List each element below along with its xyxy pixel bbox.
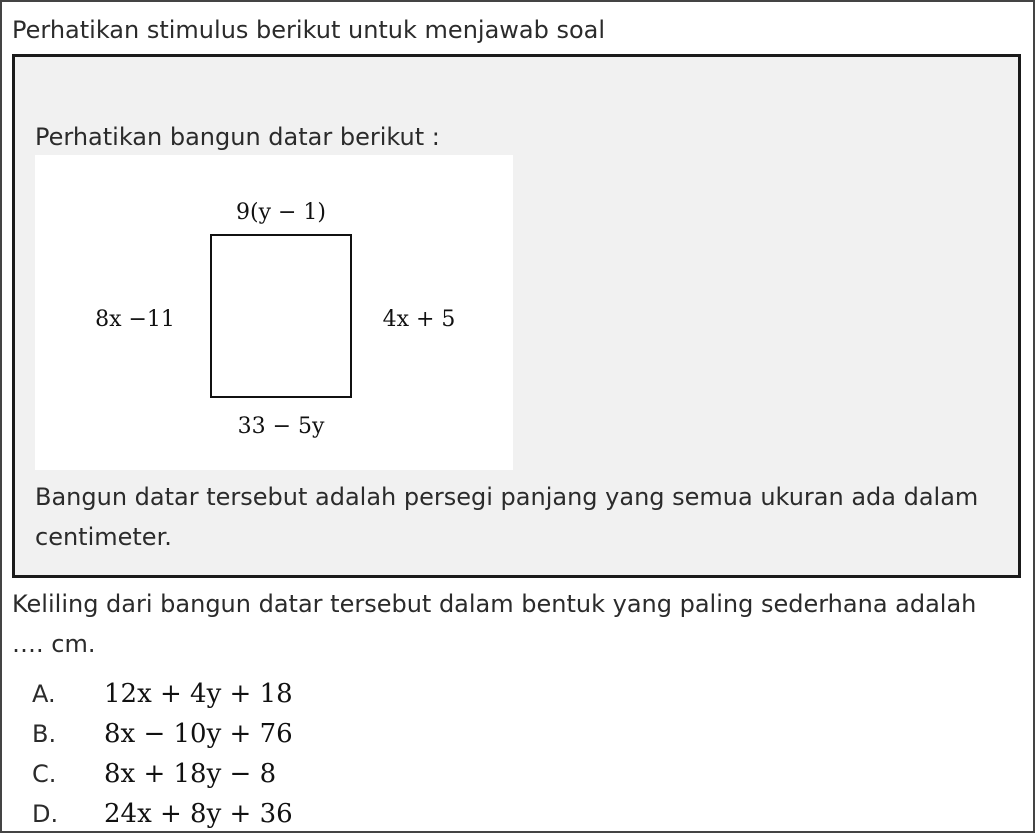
option-b[interactable] (32, 714, 293, 754)
figure-panel (35, 155, 513, 470)
option-expression: 24x + 8y + 36 (104, 799, 293, 829)
left-side-label: 8x −11 (95, 307, 175, 332)
stimulus-box (12, 54, 1021, 578)
option-letter: D. (32, 800, 59, 828)
bottom-side-label: 33 − 5y (237, 414, 325, 439)
right-side-label: 4x + 5 (382, 307, 456, 332)
option-expression: 8x + 18y − 8 (104, 759, 277, 789)
option-expression: 12x + 4y + 18 (104, 679, 293, 709)
rectangle-figure (35, 155, 513, 470)
option-letter: A. (32, 680, 56, 708)
option-d[interactable] (32, 794, 293, 834)
stimulus-description: Bangun datar tersebut adalah persegi panjang yang semua ukuran ada dalam centimeter. (35, 483, 979, 551)
question-text: Keliling dari bangun datar tersebut dalam bentuk yang paling sederhana adalah …. cm. (12, 590, 977, 658)
top-side-label: 9(y − 1) (235, 200, 327, 225)
option-expression: 8x − 10y + 76 (104, 719, 293, 749)
option-c[interactable] (32, 754, 293, 794)
option-letter: B. (32, 720, 57, 748)
option-letter: C. (32, 760, 57, 788)
stimulus-title: Perhatikan bangun datar berikut : (35, 123, 440, 151)
answer-options (32, 674, 293, 834)
intro-text: Perhatikan stimulus berikut untuk menjawab soal (12, 16, 606, 44)
rectangle-shape (211, 235, 351, 397)
option-a[interactable] (32, 674, 293, 714)
